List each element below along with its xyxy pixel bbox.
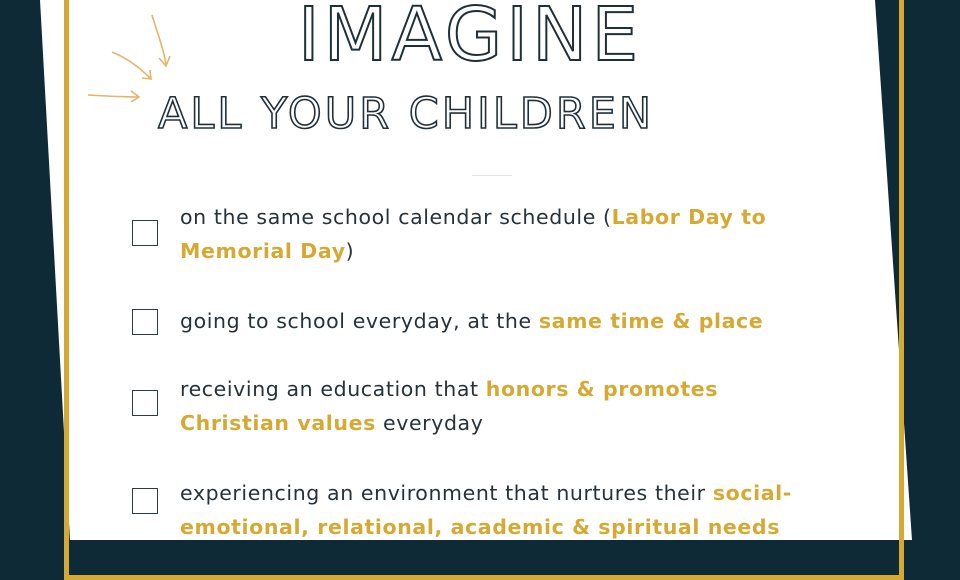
item-text-highlight: social-emotional, relational, academic & spiritual needs: [180, 481, 792, 539]
item-text-plain: on the same school calendar schedule (: [180, 205, 612, 229]
item-text-plain: experiencing an environment that nurtures their: [180, 481, 713, 505]
item-text-highlight: Labor Day to Memorial Day: [180, 205, 767, 263]
empty-checkbox-icon: [132, 220, 158, 246]
checklist-item-text: [180, 476, 840, 544]
item-text-plain-end: ): [345, 239, 355, 263]
page-title: IMAGINE: [297, 0, 643, 78]
page-subtitle: ALL YOUR CHILDREN: [158, 89, 655, 139]
item-text-highlight: same time & place: [538, 309, 764, 333]
empty-checkbox-icon: [132, 488, 158, 514]
item-text-highlight: honors & promotes Christian values: [180, 377, 719, 435]
item-text-plain-end: everyday: [375, 411, 484, 435]
empty-checkbox-icon: [132, 390, 158, 416]
divider: [472, 175, 512, 176]
empty-checkbox-icon: [132, 309, 158, 335]
checklist-item-text: [180, 200, 840, 268]
checklist-item-text: [180, 304, 840, 338]
item-text-plain: going to school everyday, at the: [180, 309, 539, 333]
item-text-plain: receiving an education that: [180, 377, 486, 401]
checklist-item-text: [180, 372, 780, 440]
